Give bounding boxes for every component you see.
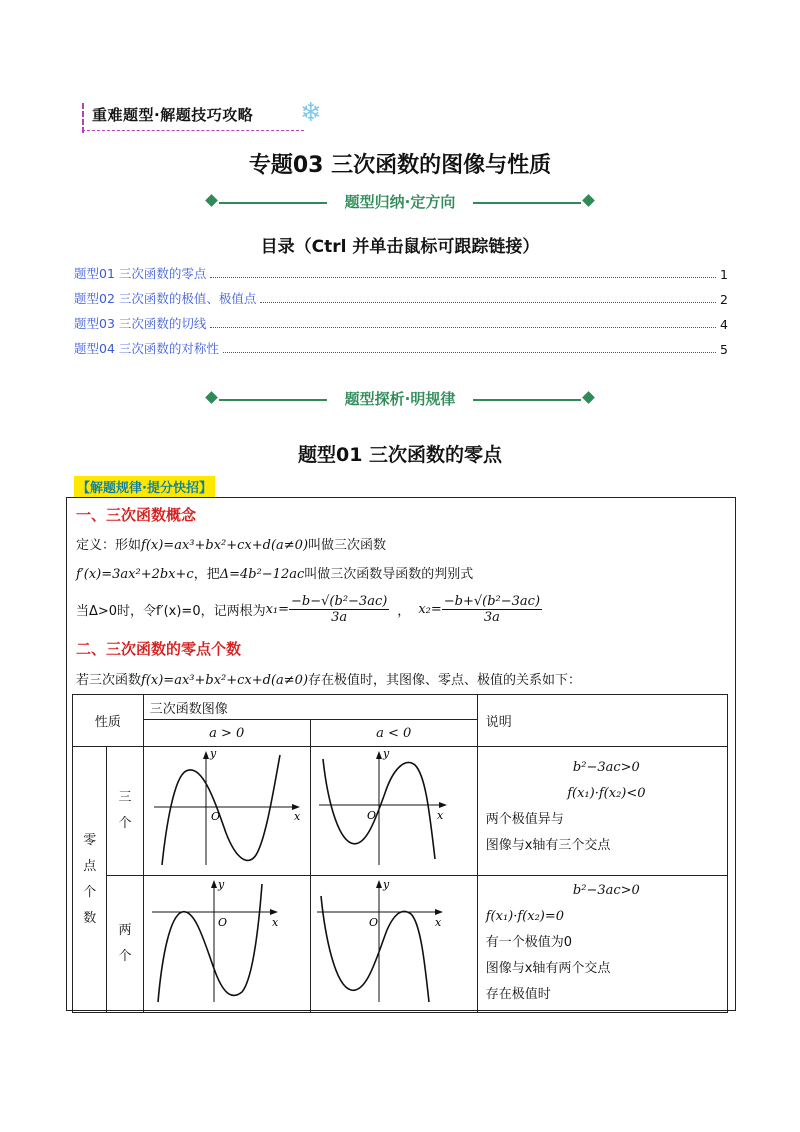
- snowflake-icon: ❄: [300, 98, 322, 128]
- discriminant-formula: Δ=4b²−12ac: [219, 567, 305, 582]
- toc-item-label[interactable]: 题型03 三次函数的切线: [74, 316, 207, 331]
- banner-summary: [205, 191, 595, 215]
- toc-item-page: 5: [720, 342, 728, 357]
- derivative-mid: ，把: [193, 567, 220, 582]
- header-note: [477, 695, 727, 747]
- row-group-char: 个: [83, 884, 97, 900]
- origin-label: O: [368, 916, 378, 929]
- row2-label-char: 个: [118, 949, 132, 964]
- toc-title: 目录（Ctrl 并单击鼠标可跟踪链接）: [260, 237, 540, 257]
- row-group-char: 零: [83, 832, 97, 848]
- toc-dot-leader: [210, 277, 716, 278]
- origin-label: O: [366, 809, 376, 822]
- y-axis-label: y: [382, 747, 389, 760]
- header-a-positive-label: a > 0: [209, 725, 245, 741]
- note-text: 存在极值时: [485, 987, 551, 1002]
- x-axis-label: x: [271, 916, 278, 929]
- x-axis-arrow-icon: [270, 909, 278, 915]
- origin-label: O: [217, 916, 227, 929]
- toc-item-label[interactable]: 题型02 三次函数的极值、极值点: [74, 291, 257, 306]
- header-graph: [143, 695, 477, 720]
- x-axis-arrow-icon: [435, 909, 443, 915]
- heading-zero-count: 二、三次函数的零点个数: [76, 640, 242, 658]
- header-property-label: 性质: [94, 715, 121, 730]
- y-axis-arrow-icon: [203, 751, 209, 759]
- definition-suffix: 叫做三次函数: [308, 538, 387, 553]
- cubic-curve: [162, 755, 280, 865]
- cubic-graph-three-zeros-a-positive: [144, 747, 310, 871]
- y-axis-label: y: [209, 747, 216, 760]
- definition-formula: f(x)=ax³+bx²+cx+d(a≠0): [141, 538, 309, 553]
- header-a-negative: [310, 720, 477, 747]
- x2-label: x₂=: [418, 601, 442, 617]
- row1-label-char: 个: [118, 816, 132, 831]
- x1-numerator: −b−√(b²−3ac): [291, 593, 388, 609]
- y-axis-label: y: [382, 878, 389, 891]
- note-condition: b²−3ac>0: [572, 883, 640, 898]
- x-axis-label: x: [293, 810, 300, 823]
- graph-two-zeros-a-positive: [143, 876, 310, 1013]
- toc-dot-leader: [260, 302, 716, 303]
- roots-prefix: 当Δ>0时，令f′(x)=0，记两根为: [76, 603, 266, 619]
- toc-item[interactable]: [74, 337, 728, 357]
- derivative-line: [76, 563, 473, 582]
- x1-fraction: [289, 594, 389, 625]
- toc-dot-leader: [223, 352, 716, 353]
- cubic-curve: [158, 884, 262, 1002]
- note-condition: f(x₁)·f(x₂)=0: [485, 909, 565, 924]
- tips-tag: 【解题规律·提分快招】: [74, 476, 215, 497]
- note-text: 有一个极值为0: [485, 935, 573, 950]
- header-a-positive: [143, 720, 310, 747]
- row2-notes: [477, 876, 727, 1013]
- intro-formula: f(x)=ax³+bx²+cx+d(a≠0): [141, 673, 309, 688]
- note-condition: b²−3ac>0: [572, 760, 640, 775]
- definition-prefix: 定义：形如: [76, 538, 142, 553]
- intro-line: [76, 669, 581, 688]
- heading-concept: 一、三次函数概念: [76, 506, 197, 524]
- cubic-graph-three-zeros-a-negative: [311, 747, 477, 871]
- header-graph-label: 三次函数图像: [149, 701, 228, 717]
- row1-label: [107, 747, 143, 876]
- cubic-graph-two-zeros-a-positive: [144, 876, 310, 1008]
- x1-denominator: 3a: [331, 609, 348, 625]
- toc-dot-leader: [210, 327, 716, 328]
- toc-item[interactable]: [74, 262, 728, 282]
- property-table: [72, 694, 728, 1013]
- note-text: 两个极值异与: [485, 812, 564, 827]
- section-title: 题型01 三次函数的零点: [297, 444, 503, 466]
- y-axis-label: y: [217, 878, 224, 891]
- row-group-char: 点: [83, 858, 97, 874]
- row1-label-char: 三: [118, 790, 132, 805]
- banner-text: 题型归纳·定方向: [344, 193, 456, 211]
- note-text: 图像与x轴有两个交点: [485, 961, 611, 976]
- row-group-label: [73, 747, 107, 1013]
- header-a-negative-label: a < 0: [376, 725, 412, 741]
- x-axis-label: x: [436, 809, 443, 822]
- banner-text: 题型探析·明规律: [344, 390, 456, 408]
- x2-numerator: −b+√(b²−3ac): [443, 593, 541, 609]
- graph-three-zeros-a-negative: [310, 747, 477, 876]
- x1-label: x₁=: [265, 601, 290, 617]
- header-dash-line-horizontal: [82, 130, 304, 131]
- toc-item-label[interactable]: 题型04 三次函数的对称性: [74, 341, 219, 356]
- intro-prefix: 若三次函数: [76, 673, 142, 688]
- graph-three-zeros-a-positive: [143, 747, 310, 876]
- x-axis-arrow-icon: [439, 802, 447, 808]
- y-axis-arrow-icon: [376, 880, 382, 888]
- toc-item-page: 2: [720, 292, 728, 307]
- intro-suffix: 存在极值时，其图像、零点、极值的关系如下：: [308, 673, 582, 688]
- graph-two-zeros-a-negative: [310, 876, 477, 1013]
- origin-label: O: [210, 810, 220, 823]
- roots-line: [76, 589, 542, 629]
- x2-denominator: 3a: [483, 609, 500, 625]
- toc-item-page: 4: [720, 317, 728, 332]
- toc-item[interactable]: [74, 287, 728, 307]
- roots-separator: ，: [397, 603, 411, 619]
- header-tag: 重难题型·解题技巧攻略: [92, 106, 254, 124]
- x2-fraction: [442, 594, 542, 625]
- note-text: 图像与x轴有三个交点: [485, 838, 611, 853]
- header-dash-line-vertical: [82, 103, 84, 133]
- toc-item-page: 1: [720, 267, 728, 282]
- row-group-char: 数: [83, 910, 97, 926]
- banner-line-right: [473, 202, 581, 204]
- page-title: 专题03 三次函数的图像与性质: [248, 153, 552, 178]
- y-axis-arrow-icon: [376, 751, 382, 759]
- note-condition: f(x₁)·f(x₂)<0: [567, 786, 646, 801]
- row1-notes: [477, 747, 727, 876]
- y-axis-arrow-icon: [211, 880, 217, 888]
- derivative-suffix: 叫做三次函数导函数的判别式: [304, 567, 474, 582]
- banner-analysis: [205, 388, 595, 412]
- toc-item[interactable]: [74, 312, 728, 332]
- x-axis-label: x: [434, 916, 441, 929]
- banner-line-right: [473, 399, 581, 401]
- header-property: [73, 695, 144, 747]
- cubic-graph-two-zeros-a-negative: [311, 876, 477, 1008]
- row2-label: [107, 876, 143, 1013]
- toc-item-label[interactable]: 题型01 三次函数的零点: [74, 266, 207, 281]
- derivative-formula: f′(x)=3ax²+2bx+c: [76, 567, 194, 582]
- row2-label-char: 两: [118, 923, 132, 938]
- header-note-label: 说明: [485, 715, 512, 730]
- definition-line: [76, 534, 386, 553]
